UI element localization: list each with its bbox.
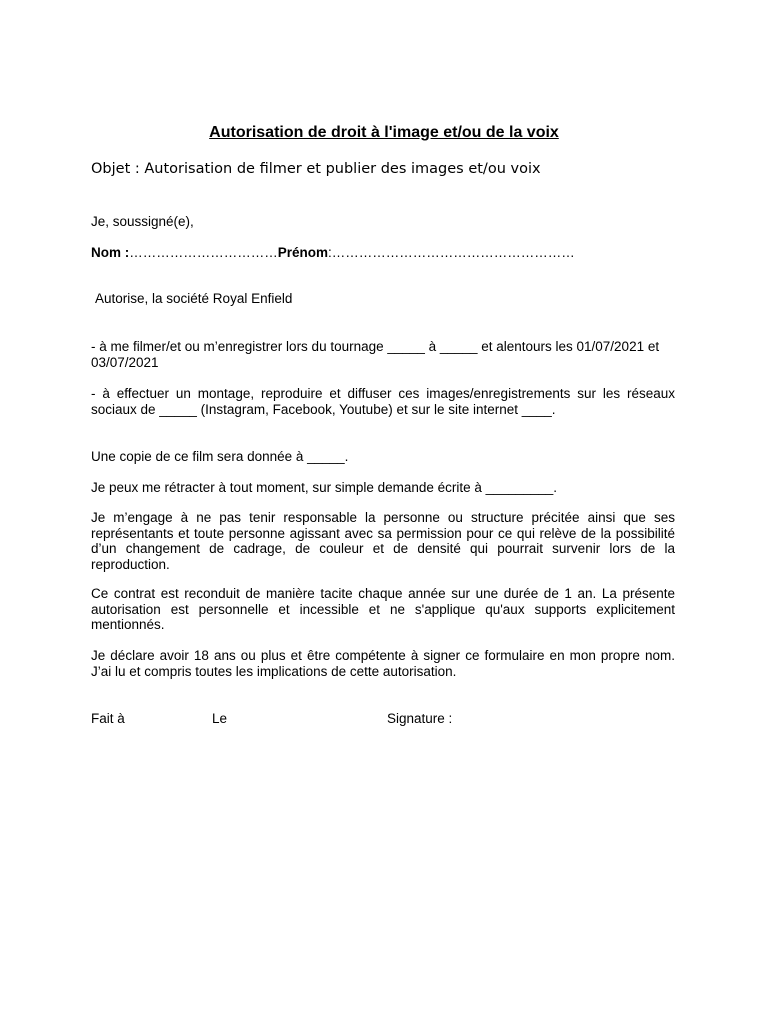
engage-paragraph: Je m’engage à ne pas tenir responsable la personne ou structure précitée ainsi que ses représentants et toute personne agissant avec sa permission pour ce qui relève de la possibilité d’un changement de cadrage, de couleur et de densité qui pourrait survenir lors de la reproduction. — [91, 510, 675, 572]
name-field: …………………………… — [129, 245, 278, 260]
authorize-line: Autorise, la société Royal Enfield — [95, 291, 293, 306]
declare-paragraph: Je déclare avoir 18 ans ou plus et être compétente à signer ce formulaire en mon propre nom. J’ai lu et compris toutes les implications de cette autorisation. — [91, 648, 675, 679]
contract-paragraph: Ce contrat est reconduit de manière tacite chaque année sur une durée de 1 an. La présente autorisation est personnelle et incessible et ne s'applique qu'aux supports explicitement mentionnés. — [91, 586, 675, 632]
fait-a-label: Fait à — [91, 711, 125, 726]
firstname-label: Prénom — [277, 245, 329, 260]
date-label: Le — [212, 711, 228, 726]
retract-line: Je peux me rétracter à tout moment, sur simple demande écrite à _________. — [91, 480, 558, 495]
name-label: Nom : — [91, 245, 130, 260]
item-filming: - à me filmer/et ou m’enregistrer lors du tournage _____ à _____ et alentours les 01/07/2021 et 03/07/2021 — [91, 339, 660, 370]
copy-line: Une copie de ce film sera donnée à _____. — [91, 449, 349, 464]
signature-label: Signature : — [387, 711, 453, 726]
document-object: Objet : Autorisation de filmer et publier des images et/ou voix — [91, 161, 541, 177]
name-line — [91, 245, 675, 261]
item-diffusion: - à effectuer un montage, reproduire et diffuser ces images/enregistrements sur les réseaux sociaux de _____ (Instagram, Facebook, Youtube) et sur le site internet ____. — [91, 386, 675, 417]
firstname-field: :……………………………………………… — [328, 245, 575, 260]
document-title: Autorisation de droit à l'image et/ou de la voix — [209, 124, 559, 141]
undersigned-line: Je, soussigné(e), — [91, 214, 194, 229]
